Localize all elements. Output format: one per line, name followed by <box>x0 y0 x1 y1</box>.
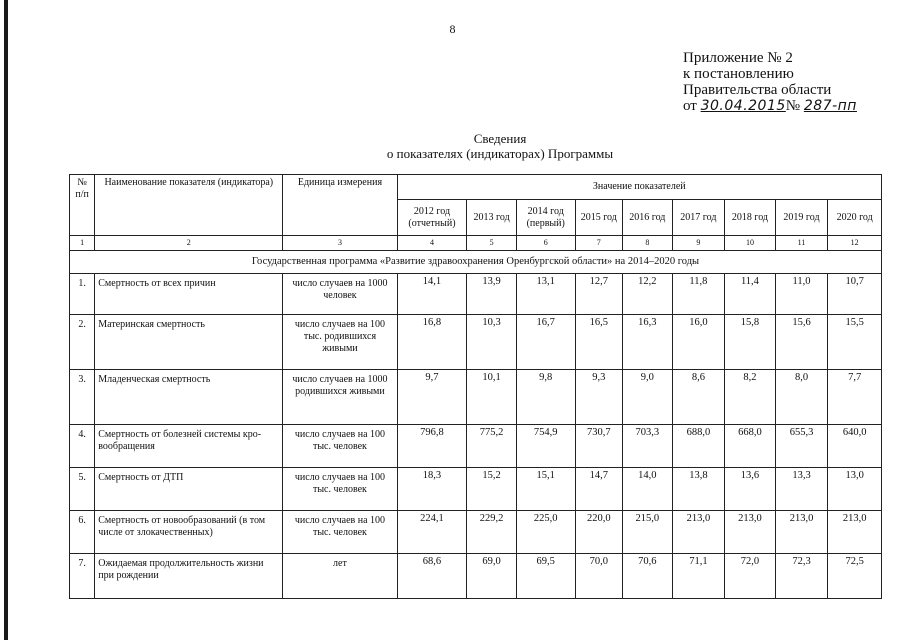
header-year: 2018 год <box>725 200 776 236</box>
value-cell: 215,0 <box>623 511 673 554</box>
column-number: 8 <box>623 236 673 251</box>
value-cell: 9,0 <box>623 370 673 425</box>
value-cell: 70,0 <box>575 554 623 599</box>
indicator-name: Смертность от всех причин <box>95 274 283 315</box>
value-cell: 213,0 <box>775 511 828 554</box>
value-cell: 16,3 <box>623 315 673 370</box>
value-cell: 8,2 <box>725 370 776 425</box>
value-cell: 15,5 <box>828 315 882 370</box>
value-cell: 754,9 <box>516 425 575 468</box>
header-name: Наименование показателя (индикатора) <box>95 175 283 236</box>
header-year: 2016 год <box>623 200 673 236</box>
value-cell: 224,1 <box>397 511 467 554</box>
value-cell: 16,5 <box>575 315 623 370</box>
column-number: 6 <box>516 236 575 251</box>
header-values: Значение показателей <box>397 175 881 200</box>
value-cell: 796,8 <box>397 425 467 468</box>
unit-cell: число случаев на 100 тыс. человек <box>283 511 397 554</box>
scan-edge <box>4 0 8 640</box>
indicator-name: Смертность от болезней системы кро-вообращения <box>95 425 283 468</box>
indicator-name: Ожидаемая продолжительность жизни при рождении <box>95 554 283 599</box>
row-number: 2. <box>70 315 95 370</box>
value-cell: 213,0 <box>828 511 882 554</box>
value-cell: 703,3 <box>623 425 673 468</box>
value-cell: 13,0 <box>828 468 882 511</box>
value-cell: 225,0 <box>516 511 575 554</box>
value-cell: 10,1 <box>467 370 517 425</box>
value-cell: 13,9 <box>467 274 517 315</box>
indicator-name: Младенческая смертность <box>95 370 283 425</box>
column-number: 3 <box>283 236 397 251</box>
handwritten-number: 287-пп <box>803 98 857 114</box>
value-cell: 13,8 <box>672 468 725 511</box>
value-cell: 730,7 <box>575 425 623 468</box>
value-cell: 9,7 <box>397 370 467 425</box>
value-cell: 7,7 <box>828 370 882 425</box>
table-row <box>70 511 882 554</box>
value-cell: 213,0 <box>725 511 776 554</box>
column-number: 5 <box>467 236 517 251</box>
title-line-2: о показателях (индикаторах) Программы <box>386 146 614 161</box>
value-cell: 72,0 <box>725 554 776 599</box>
value-cell: 668,0 <box>725 425 776 468</box>
value-cell: 11,0 <box>775 274 828 315</box>
program-row <box>70 251 882 274</box>
column-number: 9 <box>672 236 725 251</box>
value-cell: 15,2 <box>467 468 517 511</box>
column-number: 11 <box>775 236 828 251</box>
column-number: 10 <box>725 236 776 251</box>
value-cell: 69,0 <box>467 554 517 599</box>
column-numbers-row <box>70 236 882 251</box>
document-title <box>0 131 905 161</box>
value-cell: 13,6 <box>725 468 776 511</box>
header-year: 2012 год (отчетный) <box>397 200 467 236</box>
indicator-name: Смертность от новообразований (в том числе от злокачественных) <box>95 511 283 554</box>
value-cell: 71,1 <box>672 554 725 599</box>
from-label: от <box>683 98 697 114</box>
indicator-name: Материнская смертность <box>95 315 283 370</box>
indicator-name: Смертность от ДТП <box>95 468 283 511</box>
value-cell: 12,2 <box>623 274 673 315</box>
value-cell: 12,7 <box>575 274 623 315</box>
value-cell: 9,3 <box>575 370 623 425</box>
value-cell: 69,5 <box>516 554 575 599</box>
table-row <box>70 554 882 599</box>
unit-cell: число случаев на 100 тыс. родившихся живыми <box>283 315 397 370</box>
unit-cell: число случаев на 100 тыс. человек <box>283 468 397 511</box>
column-number: 4 <box>397 236 467 251</box>
value-cell: 15,6 <box>775 315 828 370</box>
value-cell: 68,6 <box>397 554 467 599</box>
row-number: 5. <box>70 468 95 511</box>
value-cell: 9,8 <box>516 370 575 425</box>
page-number: 8 <box>449 22 456 36</box>
value-cell: 16,0 <box>672 315 725 370</box>
column-number: 7 <box>575 236 623 251</box>
value-cell: 655,3 <box>775 425 828 468</box>
value-cell: 14,7 <box>575 468 623 511</box>
header-year: 2015 год <box>575 200 623 236</box>
value-cell: 229,2 <box>467 511 517 554</box>
table-row <box>70 274 882 315</box>
indicators-table <box>69 174 882 599</box>
appendix-date-line <box>683 98 857 114</box>
number-label: № <box>785 98 801 114</box>
value-cell: 213,0 <box>672 511 725 554</box>
table-row <box>70 370 882 425</box>
header-unit: Единица измерения <box>283 175 397 236</box>
row-number: 6. <box>70 511 95 554</box>
value-cell: 72,3 <box>775 554 828 599</box>
column-number: 1 <box>70 236 95 251</box>
value-cell: 14,0 <box>623 468 673 511</box>
handwritten-date: 30.04.2015 <box>700 98 786 114</box>
row-number: 4. <box>70 425 95 468</box>
header-year: 2014 год (первый) <box>516 200 575 236</box>
value-cell: 13,3 <box>775 468 828 511</box>
row-number: 3. <box>70 370 95 425</box>
value-cell: 15,1 <box>516 468 575 511</box>
value-cell: 10,3 <box>467 315 517 370</box>
appendix-line-2: к постановлению <box>683 66 794 82</box>
column-number: 2 <box>95 236 283 251</box>
program-title: Государственная программа «Развитие здравоохранения Оренбургской области» на 2014–2020 годы <box>70 251 882 274</box>
value-cell: 775,2 <box>467 425 517 468</box>
row-number: 1. <box>70 274 95 315</box>
unit-cell: число случаев на 1000 человек <box>283 274 397 315</box>
header-year: 2019 год <box>775 200 828 236</box>
header-year: 2013 год <box>467 200 517 236</box>
header-year: 2017 год <box>672 200 725 236</box>
value-cell: 72,5 <box>828 554 882 599</box>
row-number: 7. <box>70 554 95 599</box>
unit-cell: число случаев на 1000 родившихся живыми <box>283 370 397 425</box>
unit-cell: лет <box>283 554 397 599</box>
appendix-line-1: Приложение № 2 <box>683 50 793 66</box>
unit-cell: число случаев на 100 тыс. человек <box>283 425 397 468</box>
value-cell: 11,4 <box>725 274 776 315</box>
value-cell: 16,7 <box>516 315 575 370</box>
value-cell: 18,3 <box>397 468 467 511</box>
column-number: 12 <box>828 236 882 251</box>
value-cell: 11,8 <box>672 274 725 315</box>
appendix-block <box>683 50 857 114</box>
table-row <box>70 468 882 511</box>
value-cell: 10,7 <box>828 274 882 315</box>
table-row <box>70 425 882 468</box>
header-num: № п/п <box>70 175 95 236</box>
value-cell: 8,0 <box>775 370 828 425</box>
value-cell: 640,0 <box>828 425 882 468</box>
title-line-1: Сведения <box>473 131 527 146</box>
value-cell: 16,8 <box>397 315 467 370</box>
table-row <box>70 315 882 370</box>
value-cell: 15,8 <box>725 315 776 370</box>
value-cell: 688,0 <box>672 425 725 468</box>
value-cell: 220,0 <box>575 511 623 554</box>
value-cell: 13,1 <box>516 274 575 315</box>
value-cell: 8,6 <box>672 370 725 425</box>
header-year: 2020 год <box>828 200 882 236</box>
header-row-1 <box>70 175 882 200</box>
value-cell: 70,6 <box>623 554 673 599</box>
appendix-line-3: Правительства области <box>683 82 832 98</box>
value-cell: 14,1 <box>397 274 467 315</box>
